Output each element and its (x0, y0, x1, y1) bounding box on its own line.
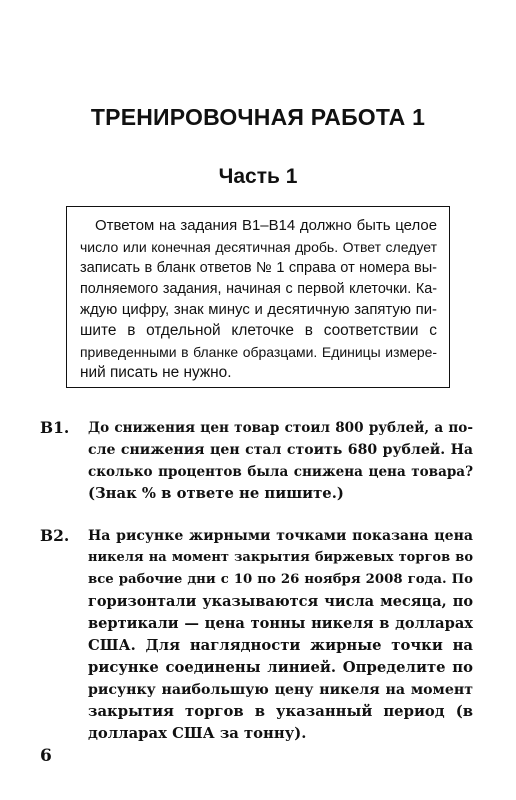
task-label-b2: В2. (40, 526, 70, 545)
instructions-line: шите в отдельной клеточке в соответствии с (80, 322, 437, 339)
task-b2-line: рисунку наибольшую цену никеля на момент (88, 682, 473, 698)
instructions-line: записать в бланк ответов № 1 справа от номера вы- (80, 260, 437, 276)
task-b1-line: (Знак % в ответе не пишите.) (88, 485, 344, 502)
task-b2-line: горизонтали указываются числа месяца, по (88, 593, 473, 610)
instructions-line: полняемого задания, начиная с первой клеточки. Ка- (80, 281, 437, 297)
task-b1-line: сле снижения цен стал стоить 680 рублей. На (88, 442, 473, 458)
page-title: ТРЕНИРОВОЧНАЯ РАБОТА 1 (90, 104, 426, 130)
task-b2-line: рисунке соединены линией. Определите по (88, 659, 473, 676)
instructions-line: ждую цифру, знак минус и десятичную запятую пи- (80, 302, 437, 318)
task-b2-line: На рисунке жирными точками показана цена (88, 528, 473, 544)
task-b2-line: никеля на момент закрытия биржевых торгов во (88, 550, 473, 565)
task-b2-line: все рабочие дни с 10 по 26 ноября 2008 года. По (88, 572, 473, 587)
task-label-b1: В1. (40, 418, 70, 437)
instructions-line: ний писать не нужно. (80, 364, 232, 381)
instructions-line: число или конечная десятичная дробь. Ответ следует (80, 239, 437, 255)
task-b2-line: долларах США за тонну). (88, 725, 307, 742)
page-number: 6 (40, 746, 52, 766)
task-b1-line: сколько процентов была снижена цена товара? (88, 464, 473, 480)
task-b2-line: США. Для наглядности жирные точки на (88, 637, 473, 654)
part-heading: Часть 1 (218, 165, 298, 188)
task-b1-line: До снижения цен товар стоил 800 рублей, а по- (88, 420, 473, 436)
instructions-box (66, 206, 450, 388)
task-b2-line: закрытия торгов в указанный период (в (88, 703, 473, 720)
instructions-line: приведенными в бланке образцами. Единицы измере- (80, 344, 437, 360)
task-b2-line: вертикали — цена тонны никеля в долларах (88, 615, 473, 632)
instructions-line: Ответом на задания В1–В14 должно быть целое (95, 217, 437, 234)
